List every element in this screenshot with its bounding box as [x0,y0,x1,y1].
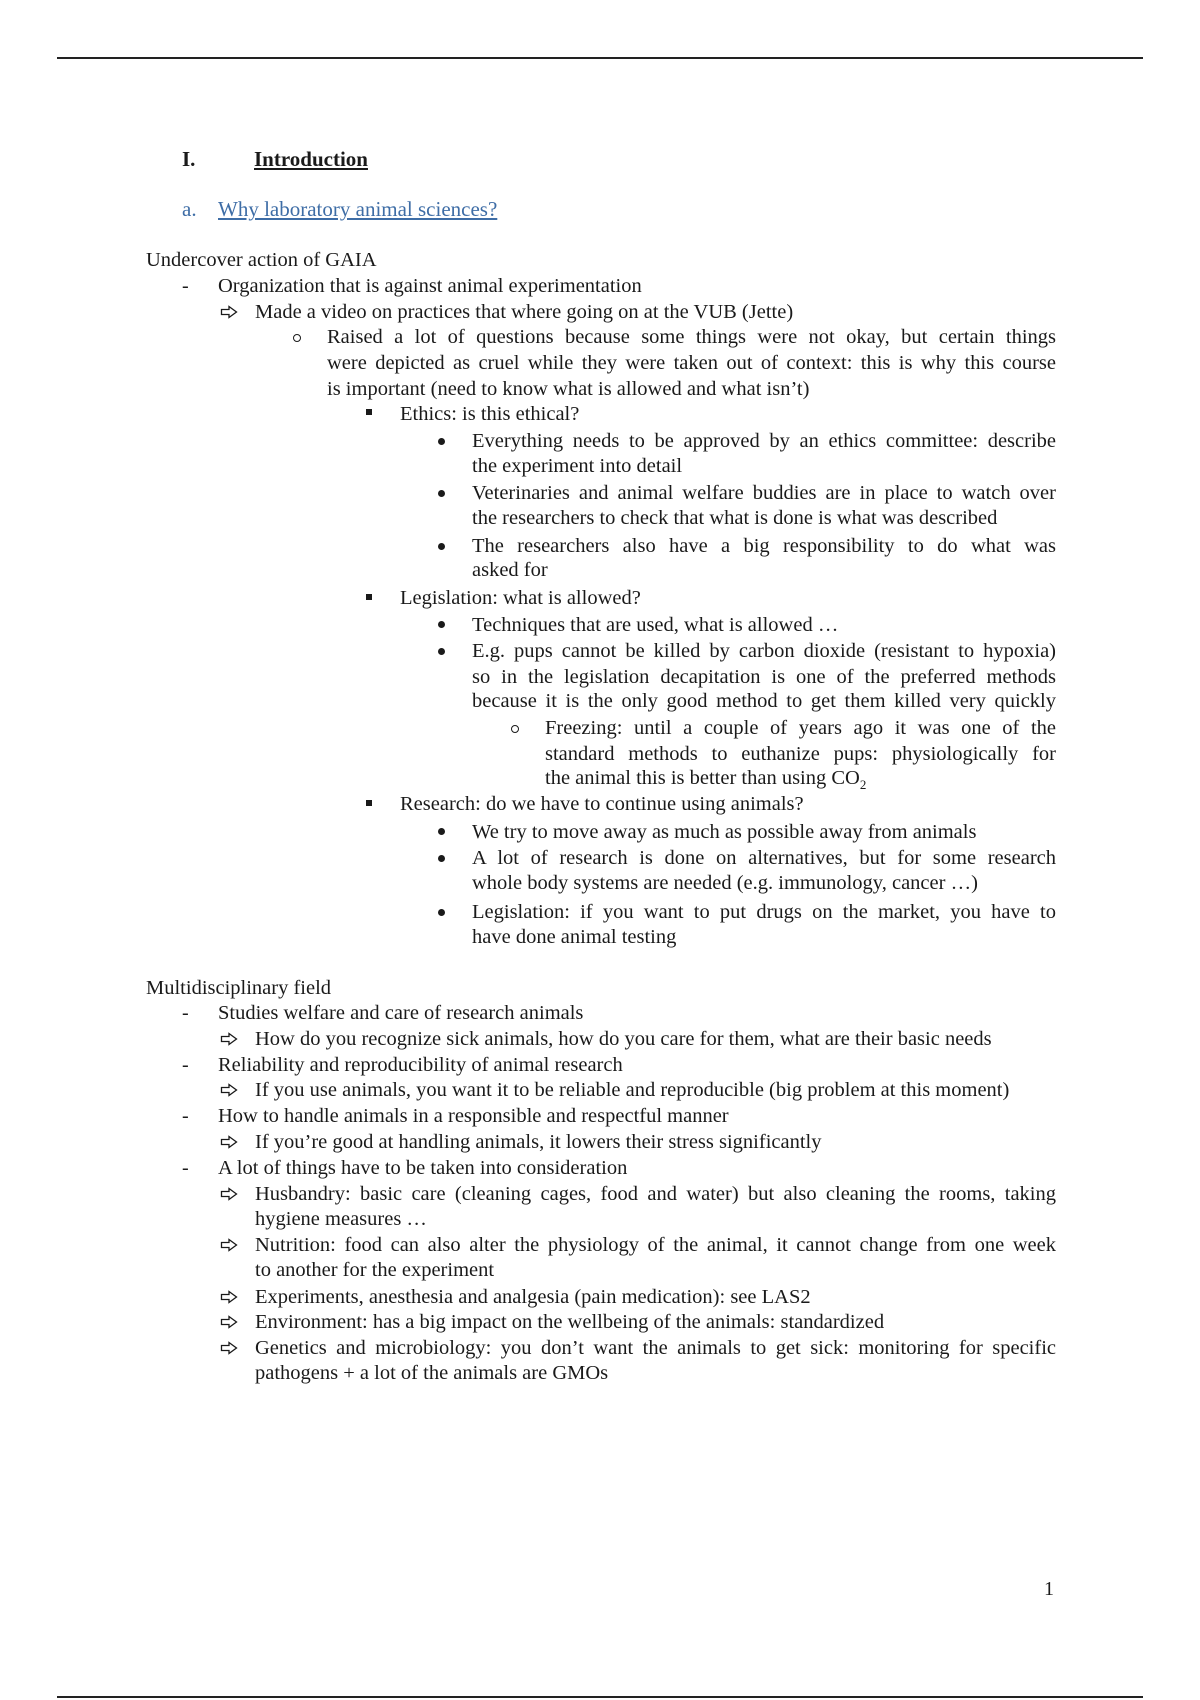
list-item-line: pathogens + a lot of the animals are GMOs [255,1362,609,1384]
dash-bullet: - [182,1157,189,1179]
section-title: Multidisciplinary field [146,977,332,999]
subheading-title[interactable]: Why laboratory animal sciences? [218,197,498,221]
list-item: Made a video on practices that where going on at the VUB (Jette) [255,301,794,323]
list-item-line: have done animal testing [472,926,677,948]
dash-bullet: - [182,275,189,297]
list-item: We try to move away as much as possible away from animals [472,821,977,843]
list-item-line: A lot of research is done on alternatives, but for some research [472,847,1056,869]
list-item: Organization that is against animal experimentation [218,275,642,297]
dot-bullet-icon [438,648,445,655]
arrow-bullet-icon [220,1290,238,1304]
list-item: How do you recognize sick animals, how do you care for them, what are their basic needs [255,1028,992,1050]
list-item: If you’re good at handling animals, it lowers their stress significantly [255,1131,822,1153]
arrow-bullet-icon [220,1032,238,1046]
list-item-line: so in the legislation decapitation is one of the preferred methods [472,666,1056,688]
legislation-title: Legislation: what is allowed? [400,587,641,609]
dash-bullet: - [182,1054,189,1076]
arrow-bullet-icon [220,305,238,319]
circle-bullet-icon [293,334,301,342]
subheading-letter: a. [182,197,197,221]
list-item-line: because it is the only good method to get them killed very quickly [472,690,1056,712]
list-item: A lot of things have to be taken into consideration [218,1157,628,1179]
list-item-line: the researchers to check that what is done is what was described [472,507,998,529]
dot-bullet-icon [438,621,445,628]
arrow-bullet-icon [220,1187,238,1201]
square-bullet-icon [366,800,372,806]
list-item: Experiments, anesthesia and analgesia (pain medication): see LAS2 [255,1286,811,1308]
dash-bullet: - [182,1002,189,1024]
dot-bullet-icon [438,543,445,550]
dot-bullet-icon [438,438,445,445]
list-item-line: standard methods to euthanize pups: physiologically for [545,743,1056,765]
heading-title: Introduction [254,147,368,171]
list-item-line: Raised a lot of questions because some things were not okay, but certain things [327,326,1056,348]
dot-bullet-icon [438,828,445,835]
list-item-line: Genetics and microbiology: you don’t want the animals to get sick: monitoring for specific [255,1337,1056,1359]
list-item-line: hygiene measures … [255,1208,427,1230]
dot-bullet-icon [438,490,445,497]
bottom-rule [57,1696,1143,1698]
list-item-line: whole body systems are needed (e.g. immunology, cancer …) [472,872,978,894]
list-item-line: Freezing: until a couple of years ago it was one of the [545,717,1056,739]
dot-bullet-icon [438,909,445,916]
list-item: Environment: has a big impact on the wellbeing of the animals: standardized [255,1311,885,1333]
list-item: Studies welfare and care of research animals [218,1002,584,1024]
list-item-line: to another for the experiment [255,1259,495,1281]
list-item: If you use animals, you want it to be reliable and reproducible (big problem at this moment) [255,1079,1010,1101]
arrow-bullet-icon [220,1083,238,1097]
section-title: Undercover action of GAIA [146,249,377,271]
list-item-line: were depicted as cruel while they were taken out of context: this is why this course [327,352,1056,374]
co2-text: the animal this is better than using CO [545,767,860,789]
list-item: Techniques that are used, what is allowed … [472,614,839,636]
list-item: How to handle animals in a responsible and respectful manner [218,1105,729,1127]
list-item-line: Everything needs to be approved by an ethics committee: describe [472,430,1056,452]
list-item-line: Legislation: if you want to put drugs on the market, you have to [472,901,1056,923]
arrow-bullet-icon [220,1238,238,1252]
top-rule [57,57,1143,59]
heading-number: I. [182,147,196,171]
ethics-title: Ethics: is this ethical? [400,403,580,425]
co2-subscript: 2 [859,777,867,793]
list-item-line: The researchers also have a big responsibility to do what was [472,535,1056,557]
list-item-line: is important (need to know what is allowed and what isn’t) [327,378,810,400]
dash-bullet: - [182,1105,189,1127]
page-number: 1 [1044,1578,1054,1600]
list-item-line: Veterinaries and animal welfare buddies are in place to watch over [472,482,1056,504]
arrow-bullet-icon [220,1135,238,1149]
list-item-line: asked for [472,559,548,581]
arrow-bullet-icon [220,1341,238,1355]
square-bullet-icon [366,409,372,415]
list-item-line: Husbandry: basic care (cleaning cages, food and water) but also cleaning the rooms, taking [255,1183,1056,1205]
arrow-bullet-icon [220,1315,238,1329]
list-item-line: E.g. pups cannot be killed by carbon dioxide (resistant to hypoxia) [472,640,1056,662]
square-bullet-icon [366,594,372,600]
list-item-line: Nutrition: food can also alter the physiology of the animal, it cannot change from one week [255,1234,1056,1256]
list-item: Reliability and reproducibility of animal research [218,1054,623,1076]
circle-bullet-icon [511,725,519,733]
dot-bullet-icon [438,855,445,862]
list-item-line: the experiment into detail [472,455,683,477]
research-title: Research: do we have to continue using animals? [400,793,804,815]
